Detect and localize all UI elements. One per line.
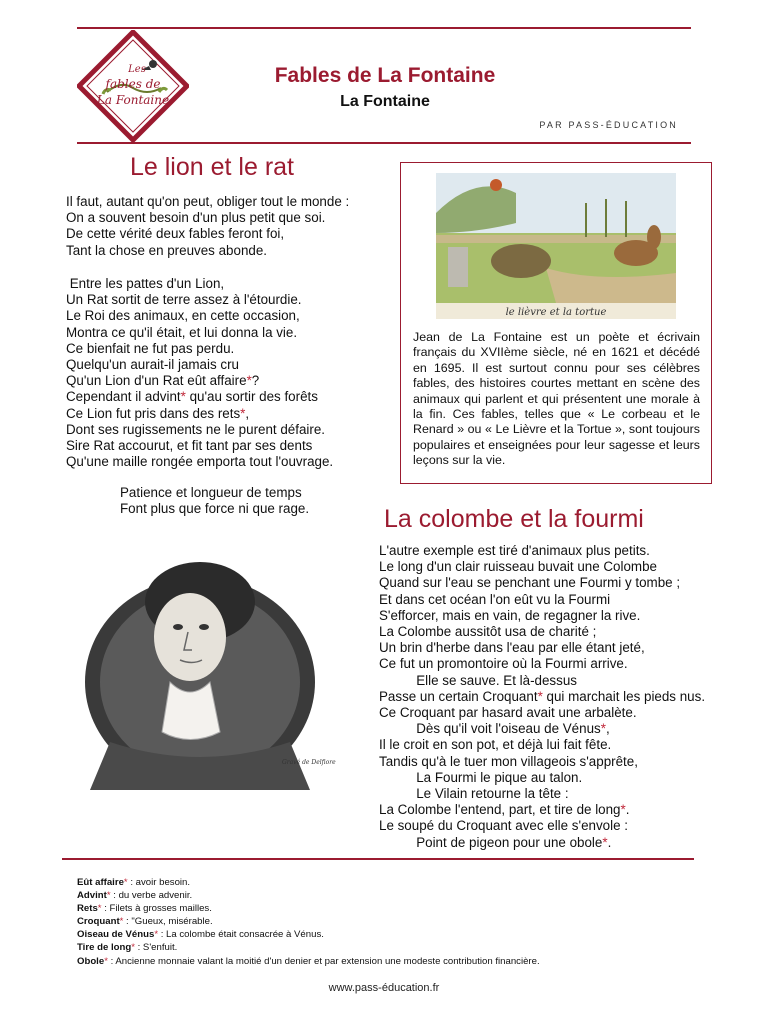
poem-line: Quelqu'un aurait-il jamais cru: [66, 357, 239, 373]
bio-box: [400, 162, 712, 484]
fable1-moral: [120, 485, 309, 517]
glossary-term: Tire de long: [77, 942, 132, 954]
poem-line: Ce fut un promontoire où la Fourmi arrive.: [379, 656, 628, 672]
poem-line: La Fourmi le pique au talon.: [379, 769, 583, 785]
top-rule: [77, 27, 691, 29]
hare-tortoise-illustration: [436, 173, 676, 319]
page-subtitle: La Fontaine: [340, 93, 430, 110]
header-rule: [77, 142, 691, 144]
poem-line: Il le croit en son pot, et déjà lui fait fête.: [379, 737, 612, 753]
portrait-signature: Gravé de Delfiore: [282, 759, 336, 766]
poem-line: Cependant il advint* qu'au sortir des forêts: [66, 389, 318, 405]
poem-line: Dès qu'il voit l'oiseau de Vénus*,: [379, 721, 610, 737]
glossary-def: : Ancienne monnaie valant la moitié d'un denier et par extension une modeste contribution financière.: [107, 955, 540, 967]
glossary-rule: [62, 858, 694, 860]
poem-line: Patience et longueur de temps: [120, 485, 302, 500]
fable2-poem: [379, 543, 705, 851]
poem-line: Le long d'un clair ruisseau buvait une Colombe: [379, 559, 657, 575]
glossary-def: : du verbe advenir.: [110, 890, 193, 902]
poem-line: Un brin d'herbe dans l'eau par elle étant jeté,: [379, 640, 645, 656]
poem-line: Il faut, autant qu'on peut, obliger tout le monde :: [66, 194, 350, 209]
poem-line: Et dans cet océan l'on eût vu la Fourmi: [379, 591, 611, 607]
glossary-term: Eût affaire: [77, 877, 124, 888]
poem-line: La Colombe aussitôt usa de charité ;: [379, 624, 597, 640]
logo-text-2: fables de: [105, 77, 161, 91]
fable1-stanza2: [66, 276, 333, 470]
glossary: [77, 876, 540, 968]
poem-line: Le Roi des animaux, en cette occasion,: [66, 308, 300, 324]
brand-label: PAR PASS-ÉDUCATION: [539, 120, 678, 130]
poem-line: Dont ses rugissements ne le purent défaire.: [66, 421, 326, 437]
poem-line: Qu'une maille rongée emporta tout l'ouvrage.: [66, 454, 334, 470]
glossary-item: Advint* : du verbe advenir.: [77, 890, 193, 902]
glossary-term: Oiseau de Vénus: [77, 929, 155, 941]
glossary-def: : "Gueux, misérable.: [123, 916, 213, 928]
poem-line: Un Rat sortit de terre assez à l'étourdie.: [66, 292, 302, 308]
glossary-item: Eût affaire* : avoir besoin.: [77, 877, 191, 888]
poem-line: Font plus que force ni que rage.: [120, 501, 310, 517]
glossary-item: Rets* : Filets à grosses mailles.: [77, 903, 212, 915]
glossary-item: Tire de long* : S'enfuit.: [77, 942, 178, 954]
logo-text-3: La Fontaine: [96, 93, 170, 107]
glossary-def: : Filets à grosses mailles.: [101, 903, 212, 915]
poem-line: Quand sur l'eau se penchant une Fourmi y tombe ;: [379, 575, 681, 591]
poem-line: Elle se sauve. Et là-dessus: [379, 672, 577, 688]
poem-line: Entre les pattes d'un Lion,: [66, 276, 225, 291]
poem-line: La Colombe l'entend, part, et tire de long*.: [379, 802, 630, 818]
poem-line: Tant la chose en preuves abonde.: [66, 242, 268, 258]
logo: [77, 30, 189, 142]
poem-line: S'efforcer, mais en vain, de regagner la rive.: [379, 607, 641, 623]
la-fontaine-portrait: [50, 532, 350, 790]
poem-line: Sire Rat accourut, et fit tant par ses dents: [66, 438, 313, 454]
glossary-def: : avoir besoin.: [127, 877, 191, 888]
poem-line: Ce bienfait ne fut pas perdu.: [66, 340, 235, 356]
poem-line: Le Vilain retourne la tête :: [379, 786, 569, 802]
glossary-term: Obole: [77, 955, 105, 967]
poem-line: Ce Croquant par hasard avait une arbalète.: [379, 705, 637, 721]
glossary-def: : La colombe était consacrée à Vénus.: [158, 929, 324, 941]
illustration-caption: le lièvre et la tortue: [505, 307, 607, 318]
fable1-title: Le lion et le rat: [130, 153, 294, 181]
glossary-term: Croquant: [77, 916, 120, 928]
poem-line: Tandis qu'à le tuer mon villageois s'apprête,: [379, 753, 638, 769]
poem-line: Le soupé du Croquant avec elle s'envole :: [379, 818, 628, 834]
glossary-def: : S'enfuit.: [134, 942, 178, 954]
glossary-term: Advint: [77, 890, 107, 902]
glossary-item: Obole* : Ancienne monnaie valant la moitié d'un denier et par extension une modeste contribution financière.: [77, 955, 540, 967]
poem-line: Montra ce qu'il était, et lui donna la vie.: [66, 324, 298, 340]
poem-line: Point de pigeon pour une obole*.: [379, 834, 612, 850]
poem-line: Ce Lion fut pris dans des rets*,: [66, 405, 250, 421]
poem-line: L'autre exemple est tiré d'animaux plus petits.: [379, 543, 650, 558]
poem-line: De cette vérité deux fables feront foi,: [66, 226, 285, 242]
glossary-item: Croquant* : "Gueux, misérable.: [77, 916, 213, 928]
page-title: Fables de La Fontaine: [274, 64, 496, 87]
bio-text: Jean de La Fontaine est un poète et écrivain français du XVIIème siècle, né en 1621 et décédé en 1695. Il est surtout connu pour ses célèbres fables, des histoires courtes mettant en scène des animaux qui parlent et qui présentent une morale à la fin. Ces fables, telles que « Le corbeau et le Renard » ou « Le Lièvre et la Tortue », sont toujours populaires et enseignées pour leur sagesse et leurs leçons sur la vie.: [413, 330, 700, 468]
glossary-term: Rets: [77, 903, 98, 915]
poem-line: Passe un certain Croquant* qui marchait les pieds nus.: [379, 688, 706, 704]
footer-url: www.pass-éducation.fr: [328, 982, 440, 994]
poem-line: On a souvent besoin d'un plus petit que soi.: [66, 210, 326, 226]
poem-line: Qu'un Lion d'un Rat eût affaire*?: [66, 373, 260, 389]
fable2-title: La colombe et la fourmi: [384, 505, 644, 533]
glossary-item: Oiseau de Vénus* : La colombe était consacrée à Vénus.: [77, 929, 324, 941]
fable1-stanza1: [66, 194, 349, 259]
logo-text-1: Les: [128, 64, 146, 75]
